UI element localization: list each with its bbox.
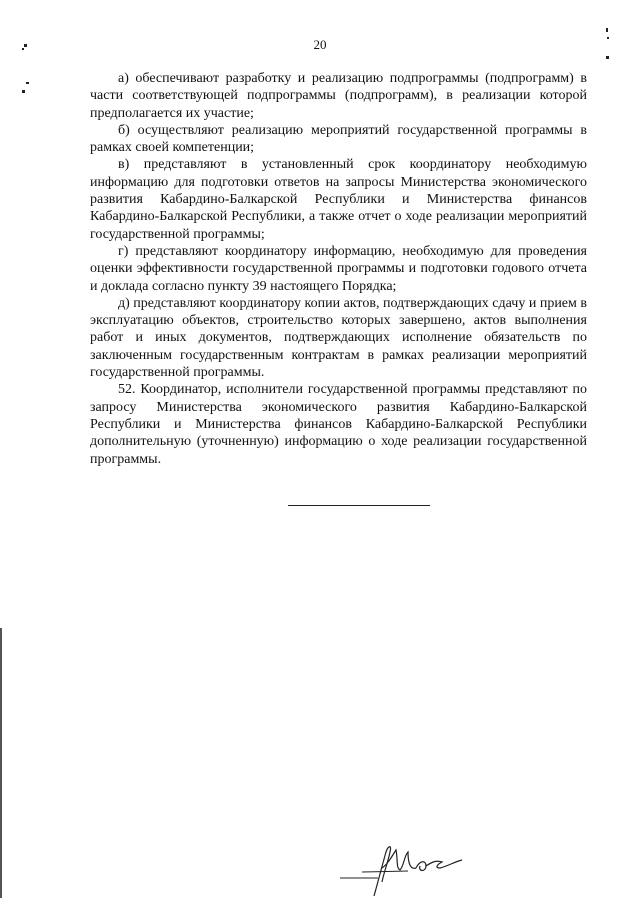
scan-mark (606, 28, 608, 32)
signature-icon (338, 838, 488, 900)
scan-mark (606, 56, 609, 59)
paragraph-b: б) осуществляют реализацию мероприятий государственной программы в рамках своей компетенции; (90, 122, 587, 156)
paragraph-a: а) обеспечивают разработку и реализацию подпрограммы (подпрограмм) в части соответствующей подпрограммы (подпрограмм), в реализации которой предполагается их участие; (90, 71, 587, 121)
body-text (90, 70, 587, 468)
scan-mark (24, 44, 27, 47)
paragraph-d: д) представляют координатору копии актов, подтверждающих сдачу и прием в эксплуатацию объектов, строительство которых завершено, актов выполнения работ и иных документов, подтверждающих исполнение обязательств по заключенным государственным контрактам в рамках реализации мероприятий государственной программы. (90, 295, 587, 381)
scan-edge (0, 628, 2, 898)
scan-mark (607, 37, 609, 39)
paragraph-52: 52. Координатор, исполнители государственной программы представляют по запросу Министерства экономического развития Кабардино-Балкарской Республики и Министерства финансов Кабардино-Балкарской Республики дополнительную (уточненную) информацию о ходе реализации государственной программы. (90, 382, 587, 467)
scan-mark (26, 82, 29, 84)
page-number: 20 (313, 37, 327, 52)
paragraph-g: г) представляют координатору информацию, необходимую для проведения оценки эффективности государственной программы и подготовки годового отчета и доклада согласно пункту 39 настоящего Порядка; (90, 243, 587, 294)
paragraph-v: в) представляют в установленный срок координатору необходимую информацию для подготовки ответов на запросы Министерства экономического развития Кабардино-Балкарской Республики и Министерства финансов Кабардино-Балкарской Республики, а также отчет о ходе реализации мероприятий государственной программы; (90, 157, 587, 242)
end-rule (288, 505, 430, 506)
scan-mark (22, 48, 24, 50)
scan-mark (22, 90, 25, 93)
